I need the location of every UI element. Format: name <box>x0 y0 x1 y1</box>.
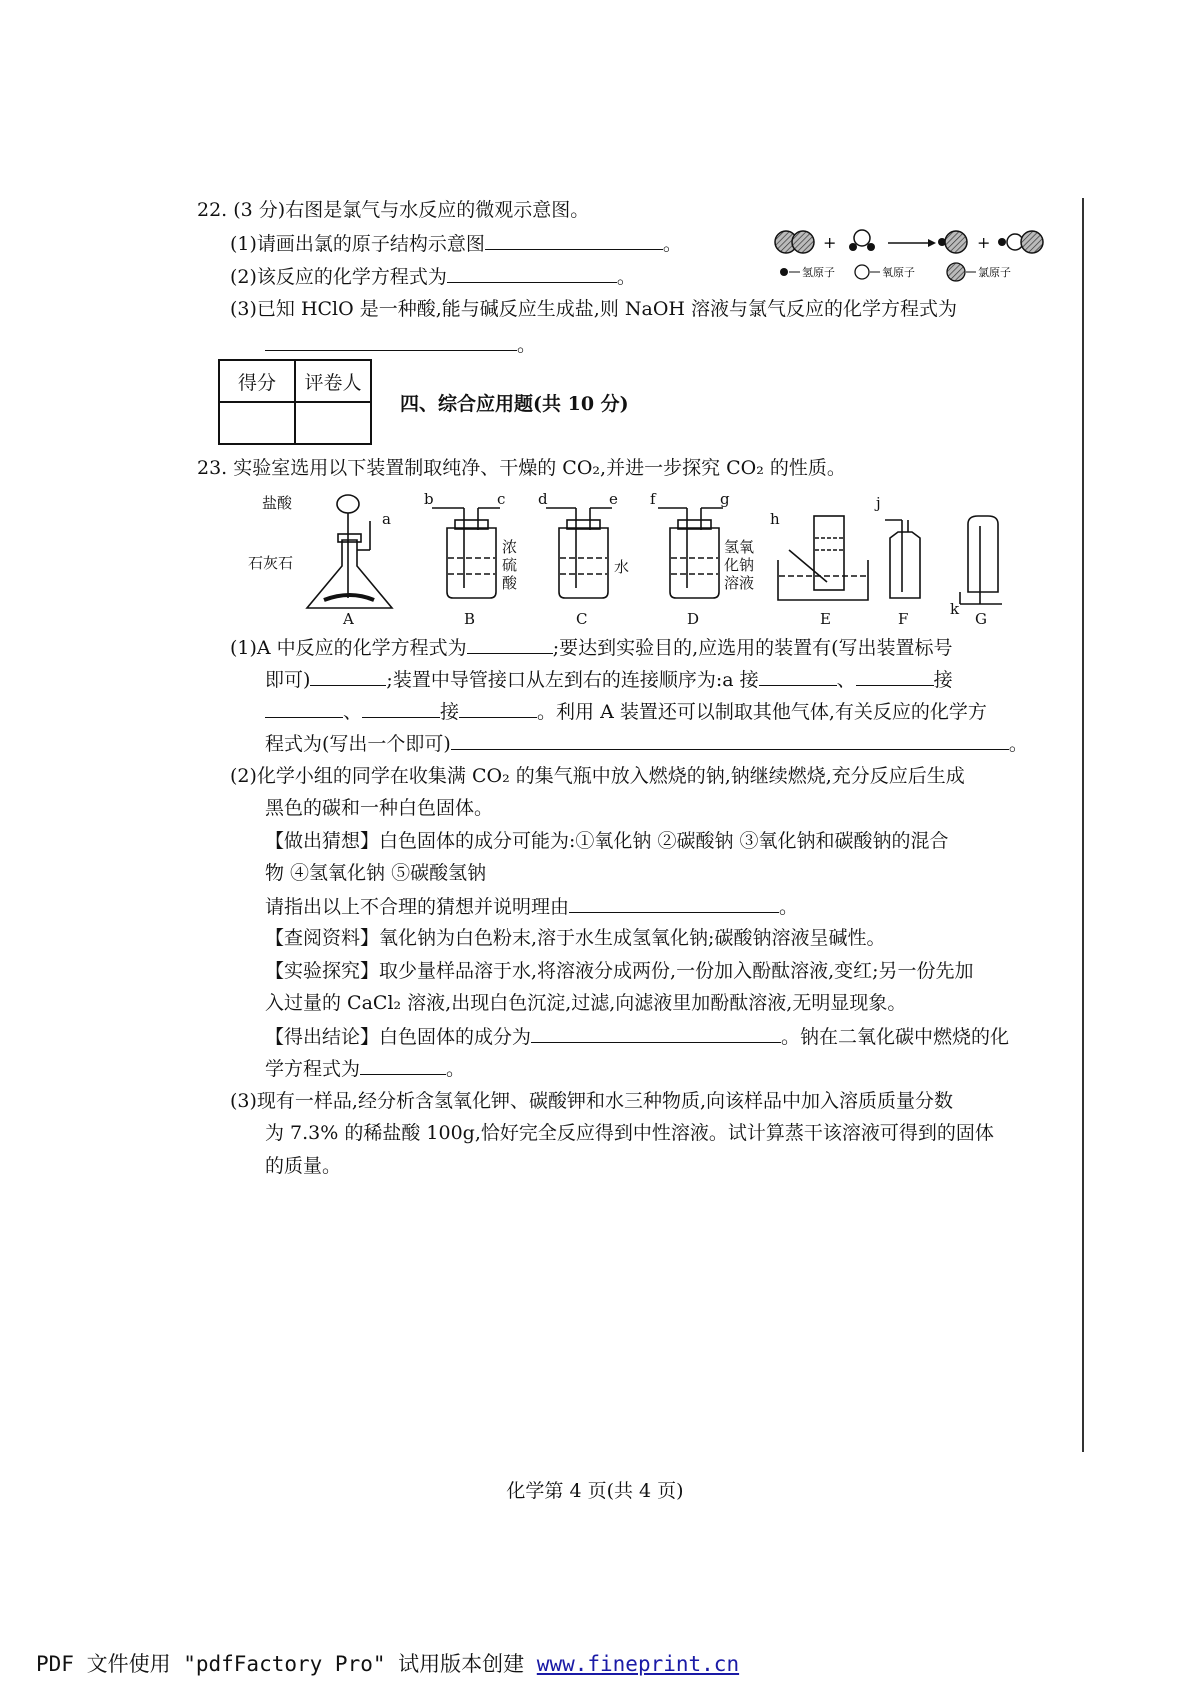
answer-blank[interactable] <box>759 667 837 686</box>
apparatus-figure <box>248 488 1032 628</box>
answer-blank[interactable] <box>362 699 440 718</box>
apparatus-c-bottle-icon <box>546 508 612 598</box>
answer-blank[interactable] <box>569 894 779 913</box>
q23-unreasonable: 请指出以上不合理的猜想并说明理由 。 <box>265 896 799 918</box>
answer-blank[interactable] <box>467 635 553 654</box>
answer-blank[interactable] <box>485 231 663 250</box>
hclo-molecule-icon <box>998 231 1043 253</box>
svg-text:j: j <box>876 494 881 512</box>
q23-part3-line1: (3)现有一样品,经分析含氢氧化钾、碳酸钾和水三种物质,向该样品中加入溶质质量分数 <box>230 1090 953 1112</box>
svg-text:f: f <box>650 490 656 508</box>
q23-part1-line4: 程式为(写出一个即可) 。 <box>265 733 1028 755</box>
hcl-molecule-icon <box>938 231 967 253</box>
score-table <box>218 359 372 445</box>
apparatus-f-bottle-icon <box>885 520 920 598</box>
q23-part3-line2: 为 7.3% 的稀盐酸 100g,恰好完全反应得到中性溶液。试计算蒸干该溶液可得到的固体 <box>265 1122 994 1144</box>
water-molecule-icon <box>849 230 875 251</box>
svg-text:酸: 酸 <box>502 574 518 592</box>
q23-hypothesis: 【做出猜想】白色固体的成分可能为:①氧化钠 ②碳酸钠 ③氧化钠和碳酸钠的混合 <box>265 830 949 852</box>
apparatus-d-bottle-icon <box>658 508 723 598</box>
q22-part3: (3)已知 HClO 是一种酸,能与碱反应生成盐,则 NaOH 溶液与氯气反应的化学方程式为 <box>230 298 958 320</box>
svg-text:G: G <box>975 610 987 628</box>
q22-part2: (2)该反应的化学方程式为 。 <box>230 266 636 288</box>
margin-rule <box>1082 198 1084 1452</box>
svg-text:D: D <box>687 610 700 628</box>
svg-text:k: k <box>950 600 960 618</box>
svg-text:+: + <box>823 233 837 252</box>
answer-blank[interactable] <box>310 667 386 686</box>
answer-blank[interactable] <box>360 1056 446 1075</box>
fineprint-link[interactable]: www.fineprint.cn <box>536 1652 740 1676</box>
q23-part3-line3: 的质量。 <box>265 1155 342 1177</box>
oxygen-atom-icon <box>855 265 869 279</box>
svg-text:B: B <box>464 610 476 628</box>
svg-text:+: + <box>977 233 991 252</box>
svg-text:水: 水 <box>614 558 630 576</box>
legend-oxygen: 氧原子 <box>882 266 915 279</box>
svg-text:d: d <box>538 490 548 508</box>
q22-part1: (1)请画出氯的原子结构示意图 。 <box>230 233 682 255</box>
q23-part2-line2: 黑色的碳和一种白色固体。 <box>265 797 494 819</box>
answer-blank[interactable] <box>447 264 617 283</box>
svg-text:氢氧: 氢氧 <box>724 538 755 556</box>
answer-blank[interactable] <box>451 731 1009 750</box>
hydrogen-atom-icon <box>780 268 788 276</box>
score-header: 得分 <box>219 360 295 402</box>
svg-text:e: e <box>609 490 618 508</box>
svg-text:b: b <box>424 490 434 508</box>
legend-chlorine: 氯原子 <box>978 266 1011 279</box>
q23-part1-line3: 、 接 。利用 A 装置还可以制取其他气体,有关反应的化学方 <box>265 699 987 724</box>
answer-blank[interactable] <box>265 699 343 718</box>
svg-text:F: F <box>898 610 909 628</box>
q23-conclusion-cont: 学方程式为 。 <box>265 1058 466 1080</box>
answer-blank[interactable] <box>856 667 934 686</box>
answer-blank[interactable] <box>459 699 537 718</box>
reaction-diagram <box>770 222 1070 286</box>
q23-part1-line1: (1)A 中反应的化学方程式为 ;要达到实验目的,应选用的装置有(写出装置标号 <box>230 637 953 659</box>
svg-text:E: E <box>820 610 831 628</box>
page-number: 化学第 4 页(共 4 页) <box>506 1480 684 1502</box>
q23-experiment-cont: 入过量的 CaCl₂ 溶液,出现白色沉淀,过滤,向滤液里加酚酞溶液,无明显现象。 <box>265 992 907 1014</box>
apparatus-g-bottle-icon <box>960 516 1002 604</box>
apparatus-b-bottle-icon <box>432 508 500 598</box>
chlorine-molecule-icon <box>775 231 814 253</box>
svg-text:C: C <box>576 610 588 628</box>
apparatus-e-trough-icon <box>778 516 868 600</box>
legend-hydrogen: 氢原子 <box>802 266 835 279</box>
svg-text:c: c <box>497 490 506 508</box>
svg-text:A: A <box>343 610 354 628</box>
svg-text:化钠: 化钠 <box>724 556 755 574</box>
q23-references: 【查阅资料】氧化钠为白色粉末,溶于水生成氢氧化钠;碳酸钠溶液呈碱性。 <box>265 927 886 949</box>
grader-header: 评卷人 <box>295 360 371 402</box>
svg-text:石灰石: 石灰石 <box>248 554 294 572</box>
answer-blank[interactable] <box>531 1024 781 1043</box>
svg-text:盐酸: 盐酸 <box>262 494 293 512</box>
grader-cell[interactable] <box>295 402 371 444</box>
q23-part1-line2: 即可) ;装置中导管接口从左到右的连接顺序为:a 接 、 接 <box>265 669 953 691</box>
svg-text:a: a <box>382 510 391 528</box>
q23-part2-line1: (2)化学小组的同学在收集满 CO₂ 的集气瓶中放入燃烧的钠,钠继续燃烧,充分反应后生成 <box>230 765 965 787</box>
svg-text:h: h <box>770 510 780 528</box>
q23-hypothesis-cont: 物 ④氢氧化钠 ⑤碳酸氢钠 <box>265 862 487 884</box>
section-heading: 四、综合应用题(共 10 分) <box>400 393 629 415</box>
chlorine-atom-icon <box>947 263 965 281</box>
svg-text:溶液: 溶液 <box>724 574 755 592</box>
svg-text:硫: 硫 <box>502 556 518 574</box>
q22-part3-answer: 。 <box>265 332 536 357</box>
q23-experiment: 【实验探究】取少量样品溶于水,将溶液分成两份,一份加入酚酞溶液,变红;另一份先加 <box>265 960 974 982</box>
svg-text:g: g <box>720 490 730 508</box>
pdf-notice: PDF 文件使用 "pdfFactory Pro" 试用版本创建 www.fineprint.cn <box>36 1652 740 1676</box>
q22-title: 22. (3 分)右图是氯气与水反应的微观示意图。 <box>197 199 590 221</box>
svg-text:浓: 浓 <box>502 538 518 556</box>
q23-conclusion: 【得出结论】白色固体的成分为 。钠在二氧化碳中燃烧的化 <box>265 1026 1010 1048</box>
score-cell[interactable] <box>219 402 295 444</box>
answer-blank[interactable] <box>265 332 517 351</box>
q23-title: 23. 实验室选用以下装置制取纯净、干燥的 CO₂,并进一步探究 CO₂ 的性质。 <box>197 457 846 479</box>
apparatus-a-flask-icon <box>307 495 392 608</box>
